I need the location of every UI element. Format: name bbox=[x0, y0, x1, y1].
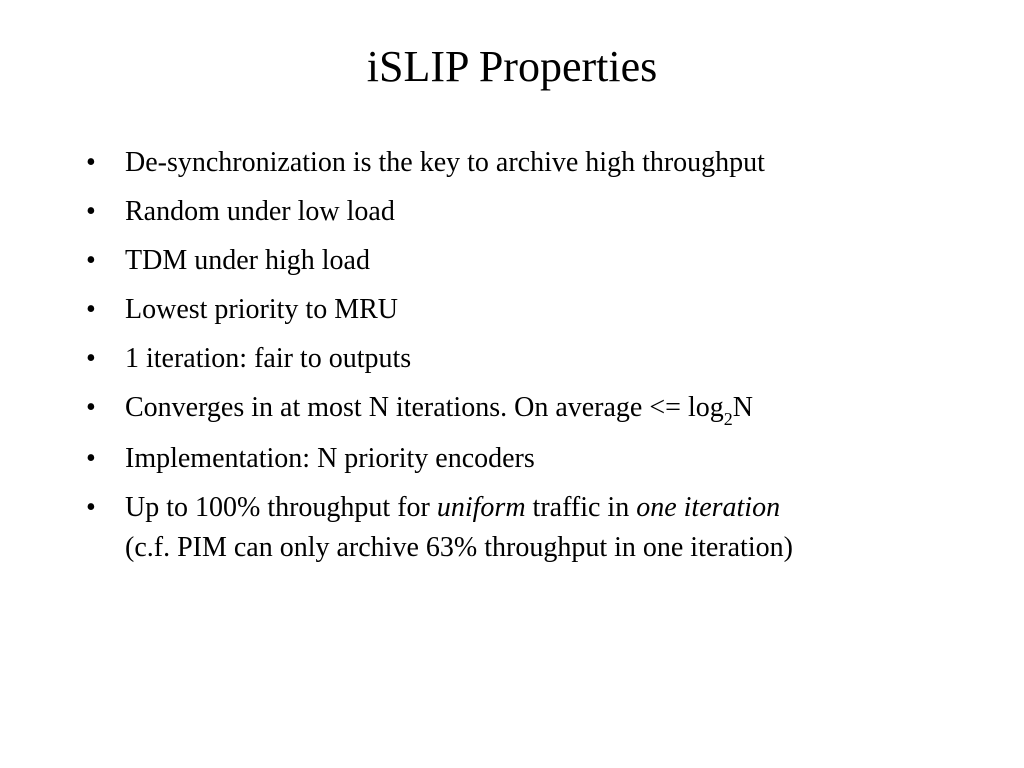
bullet-icon: • bbox=[86, 147, 96, 178]
bullet-icon: • bbox=[86, 492, 96, 523]
bullet-icon: • bbox=[86, 392, 96, 423]
bullet-item bbox=[86, 488, 986, 568]
log-subscript: 2 bbox=[723, 409, 733, 429]
emphasis-one-iteration: one iteration bbox=[636, 492, 781, 523]
bullet-item bbox=[86, 388, 986, 430]
bullet-item bbox=[86, 439, 986, 479]
bullet-text: De-synchronization is the key to archive high throughput bbox=[125, 147, 765, 178]
bullet-item bbox=[86, 339, 986, 379]
bullet-text-main: Converges in at most N iterations. On average <= log bbox=[125, 392, 724, 423]
bullet-icon: • bbox=[86, 443, 96, 474]
bullet-item bbox=[86, 143, 986, 183]
bullet-text-end: N bbox=[732, 392, 753, 423]
slide-title: iSLIP Properties bbox=[366, 42, 658, 91]
bullet-text: 1 iteration: fair to outputs bbox=[125, 343, 412, 374]
bullet-text bbox=[125, 388, 986, 430]
bullet-item bbox=[86, 241, 986, 281]
bullet-text-part: traffic in bbox=[525, 492, 637, 523]
bullet-text: Lowest priority to MRU bbox=[125, 294, 398, 325]
bullet-text bbox=[125, 488, 986, 568]
bullet-text-line2: (c.f. PIM can only archive 63% throughput in one iteration) bbox=[125, 532, 793, 563]
bullet-item bbox=[86, 290, 986, 330]
bullet-text: TDM under high load bbox=[125, 245, 370, 276]
bullet-icon: • bbox=[86, 196, 96, 227]
bullet-list bbox=[86, 143, 986, 577]
emphasis-uniform: uniform bbox=[436, 492, 526, 523]
bullet-icon: • bbox=[86, 245, 96, 276]
bullet-text: Random under low load bbox=[125, 196, 395, 227]
bullet-icon: • bbox=[86, 343, 96, 374]
bullet-icon: • bbox=[86, 294, 96, 325]
bullet-item bbox=[86, 192, 986, 232]
bullet-text-part: Up to 100% throughput for bbox=[125, 492, 437, 523]
bullet-text: Implementation: N priority encoders bbox=[125, 443, 535, 474]
